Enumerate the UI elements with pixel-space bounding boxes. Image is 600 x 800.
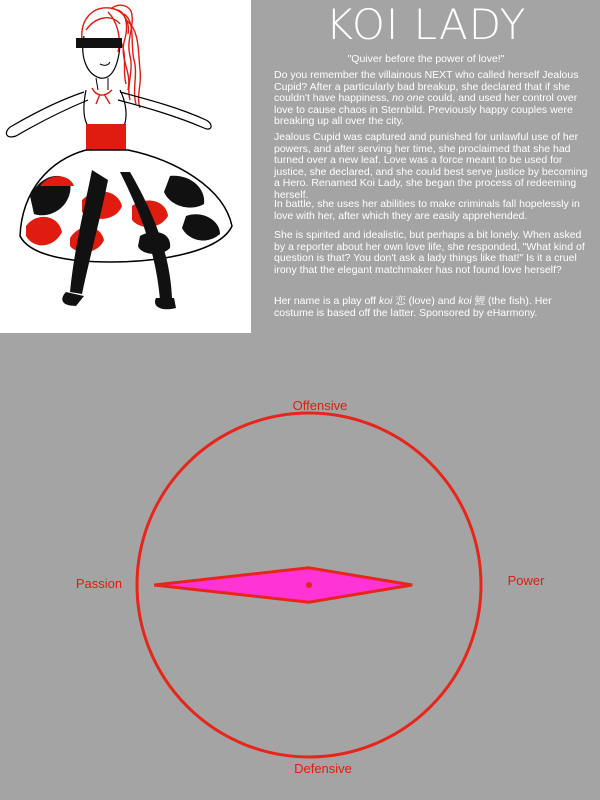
stat-polygon xyxy=(154,568,412,602)
bio-paragraph-personality: She is spirited and idealistic, but perhaps a bit lonely. When asked by a reporter about her own love life, she responded, "What kind of question is that? You don't ask a lady things like that!" Is it a cruel irony that the elegant matchmaker has not found love herself? xyxy=(274,229,585,276)
axis-label-power: Power xyxy=(507,573,545,588)
necklace xyxy=(92,88,112,104)
right-arm xyxy=(118,92,211,129)
bio-paragraph-origin: Do you remember the villainous NEXT who called herself Jealous Cupid? After a particularly bad breakup, she declared that if she couldn't have happiness, no one could, and used her control over love to cause chaos in Sternbild. Previously happy couples were breaking up all over the city. xyxy=(274,69,579,127)
hair xyxy=(82,5,141,108)
character-tagline: "Quiver before the power of love!" xyxy=(347,53,505,65)
visor-glasses xyxy=(76,38,122,48)
koi-lady-drawing xyxy=(0,0,251,333)
character-title: KOI LADY xyxy=(325,0,527,49)
axis-label-defensive: Defensive xyxy=(294,761,352,776)
axis-label-offensive: Offensive xyxy=(292,398,348,413)
character-portrait xyxy=(0,0,251,333)
bio-paragraph-name-origin: Her name is a play off koi 恋 (love) and koi 鯉 (the fish). Her costume is based off the latter. Sponsored by eHarmony. xyxy=(274,295,552,319)
stat-radar-chart xyxy=(0,333,600,800)
bio-paragraph-battle: In battle, she uses her abilities to make criminals fall hopelessly in love with her, after which they are easily apprehended. xyxy=(274,198,580,222)
bio-paragraph-redemption: Jealous Cupid was captured and punished for unlawful use of her powers, and after serving her time, she proclaimed that she had turned over a new leaf. Love was a force meant to be used for justice, she declared, and she could best serve justice by becoming a Hero. Renamed Koi Lady, she began the process of redeeming herself. xyxy=(274,131,588,201)
left-arm xyxy=(6,92,88,137)
axis-label-passion: Passion xyxy=(75,576,123,591)
radar-center-dot xyxy=(306,582,312,588)
